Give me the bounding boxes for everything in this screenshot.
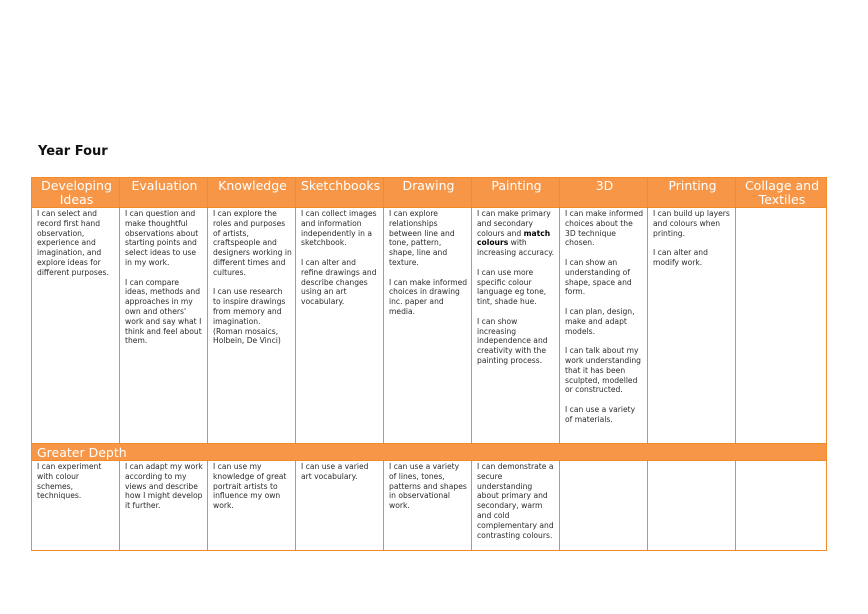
header-drawing: Drawing (384, 178, 472, 208)
gd-cell-sketchbooks: I can use a varied art vocabulary. (296, 461, 384, 551)
painting-text-1 (477, 209, 556, 258)
greater-depth-content-row (32, 461, 827, 551)
gd-cell-collage-textiles (736, 461, 827, 551)
sketchbooks-text-1: I can collect images and information independently in a sketchbook. (301, 209, 377, 248)
header-row (32, 178, 827, 208)
page-title: Year Four (38, 144, 108, 159)
gd-cell-evaluation: I can adapt my work according to my views and describe how I might develop it further. (120, 461, 208, 551)
cell-developing-ideas (32, 208, 120, 444)
cell-drawing (384, 208, 472, 444)
header-sketchbooks: Sketchbooks (296, 178, 384, 208)
3d-text-2: I can show an understanding of shape, space and form. (565, 257, 632, 297)
cell-3d (560, 208, 648, 444)
header-painting: Painting (472, 178, 560, 208)
gd-cell-painting: I can demonstrate a secure understanding about primary and secondary, warm and cold complementary and contrasting colours. (472, 461, 560, 551)
curriculum-table (31, 177, 827, 551)
printing-text-2: I can alter and modify work. (653, 248, 708, 267)
drawing-text-1: I can explore relationships between line and tone, pattern, shape, line and texture. (389, 209, 455, 267)
gd-cell-3d (560, 461, 648, 551)
header-printing: Printing (648, 178, 736, 208)
3d-text-1: I can make informed choices about the 3D technique chosen. (565, 209, 644, 248)
gd-cell-drawing: I can use a variety of lines, tones, patterns and shapes in observational work. (384, 461, 472, 551)
3d-text-5: I can use a variety of materials. (565, 404, 636, 424)
cell-knowledge (208, 208, 296, 444)
knowledge-text-1: I can explore the roles and purposes of artists, craftspeople and designers working in different times and cultures. (213, 209, 292, 277)
drawing-text-2: I can make informed choices in drawing inc. paper and media. (389, 277, 468, 316)
cell-evaluation (120, 208, 208, 444)
gd-cell-knowledge: I can use my knowledge of great portrait artists to influence my own work. (208, 461, 296, 551)
evaluation-text-1: I can question and make thoughtful observations about starting points and select ideas to use in my work. (125, 209, 199, 267)
gd-cell-printing (648, 461, 736, 551)
cell-sketchbooks (296, 208, 384, 444)
knowledge-text-2: I can use research to inspire drawings from memory and imagination. (Roman mosaics, Holbein, De Vinci) (213, 287, 286, 346)
developing-ideas-text-1: I can select and record first hand observation, experience and imagination, and explore ideas for different purposes. (37, 209, 109, 277)
3d-text-4: I can talk about my work understanding that it has been sculpted, modelled or constructed. (565, 346, 641, 395)
header-evaluation: Evaluation (120, 178, 208, 208)
header-3d: 3D (560, 178, 648, 208)
painting-text-2: I can use more specific colour language eg tone, tint, shade hue. (477, 267, 547, 307)
painting-text-1-end: with increasing accuracy. (477, 238, 555, 258)
cell-collage-textiles (736, 208, 827, 444)
main-row (32, 208, 827, 444)
gd-cell-developing-ideas: I can experiment with colour schemes, techniques. (32, 461, 120, 551)
3d-text-3: I can plan, design, make and adapt models. (565, 306, 635, 336)
header-knowledge: Knowledge (208, 178, 296, 208)
sketchbooks-text-2: I can alter and refine drawings and describe changes using an art vocabulary. (301, 257, 377, 307)
printing-text-1: I can build up layers and colours when printing. (653, 209, 730, 238)
evaluation-text-2: I can compare ideas, methods and approaches in my own and others' work and say what I think and feel about them. (125, 277, 202, 346)
header-developing-ideas: Developing Ideas (32, 178, 120, 208)
painting-text-3: I can show increasing independence and creativity with the painting process. (477, 316, 548, 365)
painting-text-1-start: I can make primary and secondary colours and (477, 209, 551, 238)
greater-depth-heading: Greater Depth (32, 444, 827, 461)
header-collage-textiles: Collage and Textiles (736, 178, 827, 208)
greater-depth-row (32, 444, 827, 461)
cell-printing (648, 208, 736, 444)
painting-emphasis: match colours (477, 228, 551, 248)
cell-painting (472, 208, 560, 444)
